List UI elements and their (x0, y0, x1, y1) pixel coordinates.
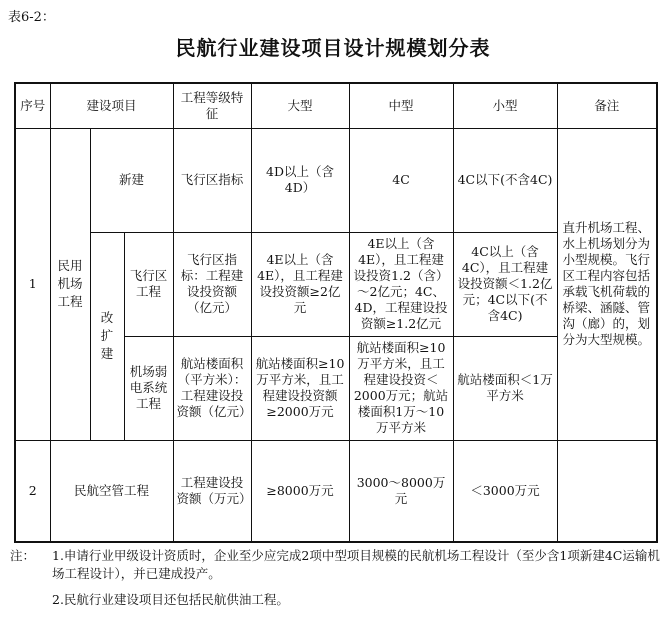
header-item: 建设项目 (50, 83, 173, 128)
terminal-medium: 航站楼面积≥10万平方米，且工程建设投资＜2000万元；航站楼面积1万～10万平方米 (349, 336, 453, 440)
row1-category: 民用机场工程 (50, 128, 90, 440)
flight-area-feature: 飞行区指标：工程建设投资额（亿元） (173, 232, 251, 336)
header-medium: 中型 (349, 83, 453, 128)
flight-area-label: 飞行区工程 (124, 232, 173, 336)
flight-area-small: 4C以上（含4C），且工程建设投资额＜1.2亿元；4C以下(不含4C) (453, 232, 557, 336)
terminal-large: 航站楼面积≥10万平方米，且工程建设投资额≥2000万元 (251, 336, 349, 440)
row1-seq: 1 (15, 128, 50, 440)
terminal-feature: 航站楼面积（平方米）：工程建设投资额（亿元） (173, 336, 251, 440)
table-notes (10, 547, 660, 609)
row2-remark (557, 440, 657, 542)
expansion-label: 改扩建 (90, 232, 124, 440)
header-large: 大型 (251, 83, 349, 128)
row1-remark: 直升机场工程、水上机场划分为小型规模。飞行区工程内容包括承载飞机荷载的桥梁、涵隧、管沟（廊）的，划分为大型规模。 (557, 128, 657, 440)
new-build-large: 4D以上（含4D） (251, 128, 349, 232)
header-seq: 序号 (15, 83, 50, 128)
row2-medium: 3000～8000万元 (349, 440, 453, 542)
note-item: 2.民航行业建设项目还包括民航供油工程。 (52, 592, 289, 607)
row2-item: 民航空管工程 (50, 440, 173, 542)
terminal-label: 机场弱电系统工程 (124, 336, 173, 440)
classification-table (14, 82, 658, 543)
new-build-small: 4C以下(不含4C) (453, 128, 557, 232)
header-remark: 备注 (557, 83, 657, 128)
table-title: 民航行业建设项目设计规模划分表 (175, 36, 491, 60)
new-build-feature: 飞行区指标 (173, 128, 251, 232)
row2-feature: 工程建设投资额（万元） (173, 440, 251, 542)
new-build-label: 新建 (90, 128, 173, 232)
header-row (15, 83, 657, 128)
notes-lead: 注： (10, 548, 36, 563)
row2-small: ＜3000万元 (453, 440, 557, 542)
terminal-small: 航站楼面积＜1万平方米 (453, 336, 557, 440)
header-feature: 工程等级特征 (173, 83, 251, 128)
header-small: 小型 (453, 83, 557, 128)
row2-seq: 2 (15, 440, 50, 542)
table-label: 表6-2： (8, 10, 55, 25)
note-item: 1.申请行业甲级设计资质时，企业至少应完成2项中型项目规模的民航机场工程设计（至少含1项新建4C运输机场工程设计），并已建成投产。 (52, 548, 660, 581)
flight-area-medium: 4E以上（含4E），且工程建设投资1.2（含）～2亿元；4C、4D，工程建设投资额≥1.2亿元 (349, 232, 453, 336)
flight-area-large: 4E以上（含4E），且工程建设投资额≥2亿元 (251, 232, 349, 336)
table-row (15, 128, 657, 232)
new-build-medium: 4C (349, 128, 453, 232)
table-row (15, 440, 657, 542)
row2-large: ≥8000万元 (251, 440, 349, 542)
